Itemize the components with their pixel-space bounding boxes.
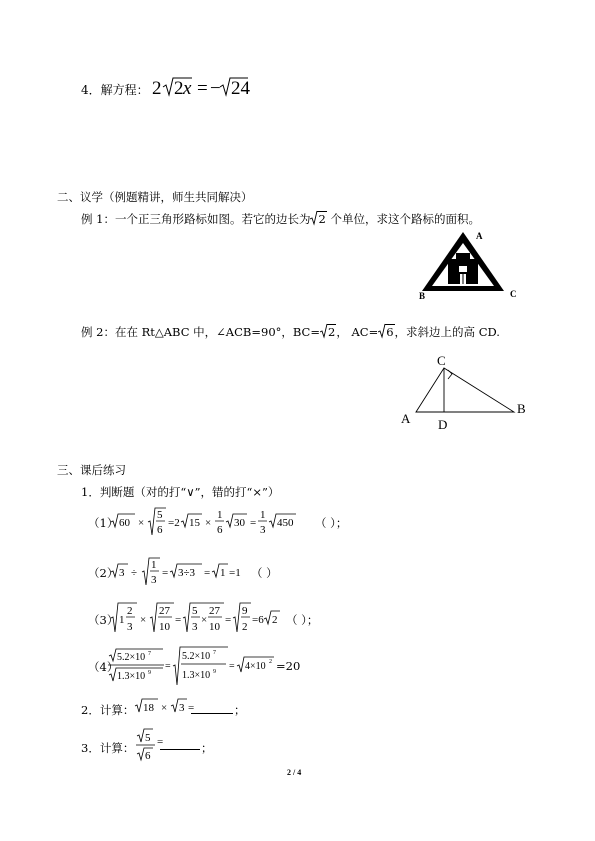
calc2-tail: ； — [234, 703, 246, 717]
ex1-sqrt — [310, 212, 326, 226]
ex2-bc-sqrt — [320, 325, 336, 339]
svg-text:×: × — [138, 517, 145, 529]
calc3-tail: ； — [201, 741, 213, 755]
q4-prefix: 4．解方程： — [81, 83, 149, 97]
svg-text:3: 3 — [119, 567, 125, 579]
svg-text:450: 450 — [277, 517, 294, 529]
svg-text:4×10: 4×10 — [245, 661, 266, 672]
svg-text:3: 3 — [151, 574, 157, 586]
ex2-ac-sqrt — [378, 325, 394, 339]
svg-text:5.2×10: 5.2×10 — [182, 651, 211, 662]
judge-item-2-expr — [110, 555, 250, 595]
svg-text:1: 1 — [151, 559, 157, 571]
svg-text:1: 1 — [217, 509, 223, 521]
example1-text — [81, 211, 480, 227]
ex2-text-mid: ， AC= — [336, 325, 379, 339]
svg-text:×: × — [140, 614, 147, 626]
ex2-text-a: 例 2：在在 Rt△ABC 中，∠ACB=90°，BC= — [81, 325, 320, 339]
rt-label-c: C — [437, 353, 446, 368]
rt-label-a: A — [401, 411, 411, 426]
calc3-expr — [136, 728, 166, 764]
svg-text:=: = — [204, 567, 211, 579]
ex2-bc-root: 2 — [327, 325, 336, 339]
svg-text:6: 6 — [217, 524, 223, 536]
svg-text:5.2×10: 5.2×10 — [117, 652, 146, 663]
svg-text:1.3×10: 1.3×10 — [182, 670, 211, 681]
svg-text:=: = — [229, 661, 235, 672]
svg-text:2: 2 — [269, 659, 272, 665]
svg-text:=: = — [157, 736, 164, 748]
sign-label-a: A — [476, 231, 483, 241]
page-number: 2 / 4 — [287, 768, 302, 777]
svg-text:1: 1 — [220, 567, 226, 579]
svg-text:2: 2 — [272, 614, 278, 626]
svg-text:5: 5 — [145, 732, 151, 744]
svg-text:2: 2 — [127, 605, 133, 617]
svg-text:5: 5 — [157, 509, 163, 521]
ex1-text-a: 例 1：一个正三角形路标如图。若它的边长为 — [81, 212, 311, 226]
svg-text:1: 1 — [119, 614, 125, 626]
sign-label-b: B — [419, 291, 426, 301]
ex1-root: 2 — [318, 212, 326, 226]
judge-item-1-expr — [110, 505, 310, 545]
calc2-prefix: 2．计算： — [81, 703, 135, 717]
svg-text:=: = — [197, 78, 208, 99]
svg-text:1.3×10: 1.3×10 — [117, 671, 146, 682]
svg-text:=: = — [165, 661, 171, 672]
svg-text:3: 3 — [260, 524, 266, 536]
svg-text:10: 10 — [209, 621, 220, 633]
svg-text:×: × — [205, 517, 212, 529]
sign-label-c: C — [510, 289, 517, 299]
svg-text:7: 7 — [148, 651, 151, 657]
svg-text:18: 18 — [143, 702, 154, 714]
triangle-sign-figure — [418, 229, 528, 303]
calc3-prefix: 3．计算： — [81, 741, 135, 755]
judge-title: 1．判断题（对的打“∨”，错的打“×”） — [81, 485, 280, 499]
svg-text:−: − — [210, 78, 221, 99]
judge-item-4-num: （4） — [88, 660, 119, 674]
ex2-ac-root: 6 — [386, 325, 394, 339]
calc3-answer-blank[interactable] — [160, 749, 200, 750]
ex1-text-b: 个单位，求这个路标的面积。 — [330, 212, 480, 226]
svg-text:=: = — [175, 614, 182, 626]
judge-item-4-tail: =20 — [276, 659, 301, 673]
svg-text:2: 2 — [152, 78, 162, 99]
judge-item-3-expr — [110, 600, 290, 640]
svg-text:15: 15 — [189, 517, 200, 529]
right-triangle-figure — [396, 352, 536, 432]
svg-text:3: 3 — [179, 702, 185, 714]
judge-item-2-tail: （ ） — [251, 566, 278, 580]
judge-item-1-tail: （ ）； — [315, 516, 348, 530]
svg-text:=: = — [250, 517, 257, 529]
judge-item-1-num: （1） — [88, 516, 119, 530]
svg-text:24: 24 — [231, 78, 250, 99]
svg-text:10: 10 — [159, 621, 170, 633]
svg-text:=6: =6 — [252, 614, 264, 626]
svg-text:27: 27 — [209, 605, 220, 617]
svg-text:6: 6 — [157, 524, 163, 536]
svg-text:x: x — [183, 78, 192, 99]
section2-heading: 二、议学（例题精讲，师生共同解决） — [57, 190, 253, 204]
q4-equation — [150, 74, 250, 100]
svg-text:=2: =2 — [168, 517, 180, 529]
svg-text:1: 1 — [260, 509, 266, 521]
svg-text:6: 6 — [145, 750, 151, 762]
svg-text:5: 5 — [192, 605, 198, 617]
svg-text:27: 27 — [159, 605, 170, 617]
example2-text — [81, 324, 500, 340]
svg-text:3÷3: 3÷3 — [178, 567, 196, 579]
ex2-text-b: ，求斜边上的高 CD. — [394, 325, 500, 339]
judge-item-4-expr — [108, 645, 278, 689]
svg-text:=1: =1 — [229, 567, 241, 579]
svg-text:9: 9 — [213, 669, 216, 675]
svg-text:2: 2 — [174, 78, 184, 99]
svg-text:×: × — [161, 702, 168, 714]
svg-text:=: = — [188, 702, 194, 714]
svg-text:7: 7 — [213, 650, 216, 656]
calc2-expr — [134, 698, 194, 718]
svg-text:2: 2 — [242, 621, 248, 633]
svg-text:9: 9 — [242, 605, 248, 617]
rt-label-b: B — [517, 401, 526, 416]
svg-text:=: = — [225, 614, 232, 626]
svg-text:3: 3 — [192, 621, 198, 633]
judge-item-2-num: （2） — [88, 566, 119, 580]
svg-text:3: 3 — [127, 621, 133, 633]
svg-text:60: 60 — [119, 517, 130, 529]
svg-text:×: × — [201, 614, 208, 626]
svg-text:30: 30 — [234, 517, 245, 529]
svg-text:÷: ÷ — [131, 567, 138, 579]
svg-text:=: = — [162, 567, 169, 579]
judge-item-3-num: （3） — [88, 613, 119, 627]
rt-label-d: D — [438, 417, 448, 432]
calc2-answer-blank[interactable] — [191, 713, 233, 714]
judge-item-3-tail: （ ）； — [286, 613, 319, 627]
svg-text:9: 9 — [148, 670, 151, 676]
section3-heading: 三、课后练习 — [57, 463, 126, 477]
